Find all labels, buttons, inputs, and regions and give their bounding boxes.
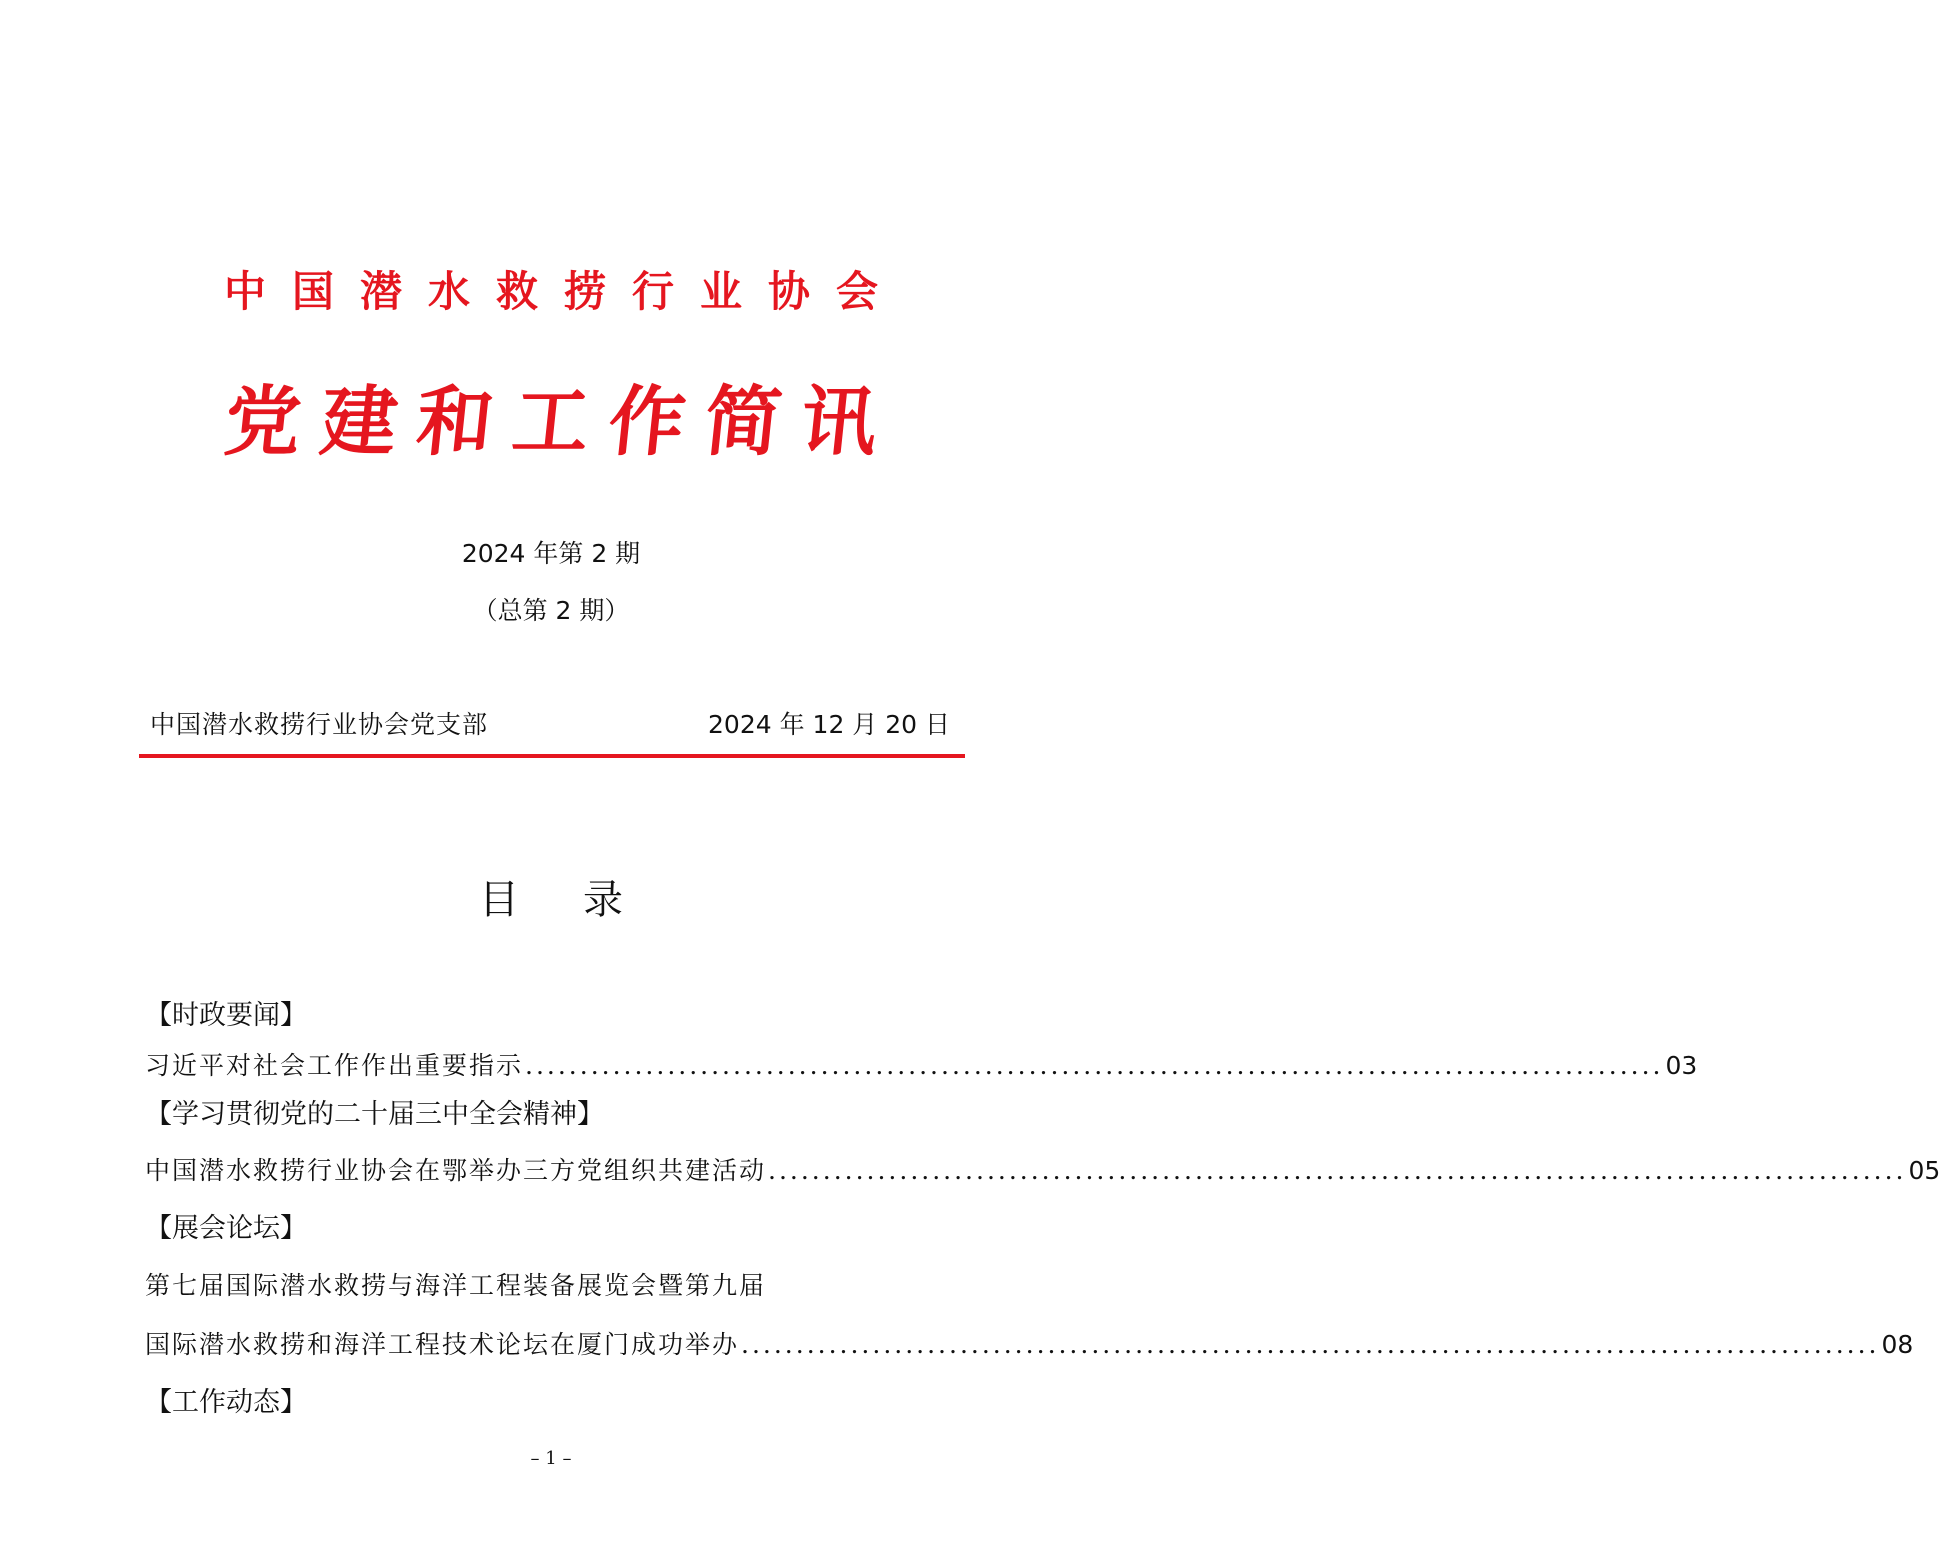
toc-section-heading: 【学习贯彻党的二十届三中全会精神】: [145, 1099, 604, 1130]
toc-section-heading: 【工作动态】: [145, 1387, 307, 1418]
issue-number: 2024 年第 2 期: [461, 539, 641, 568]
total-issue-number: （总第 2 期）: [472, 596, 630, 625]
toc-entry-title: 中国潜水救捞行业协会在鄂举办三方党组织共建活动: [145, 1156, 767, 1185]
organization-title: 中国潜水救捞行业协会: [223, 267, 904, 316]
toc-section-heading: 【展会论坛】: [145, 1213, 307, 1244]
toc-leader-dots: ........................................................................................................: [741, 1330, 1880, 1359]
toc-title: 目录: [479, 877, 687, 923]
toc-page-number: 08: [1881, 1330, 1914, 1359]
toc-page-number: 05: [1908, 1156, 1940, 1185]
toc-leader-dots: ........................................................................................................: [768, 1156, 1907, 1185]
toc-entry-title: 习近平对社会工作作出重要指示: [145, 1051, 524, 1080]
toc-entry[interactable]: [145, 1325, 1914, 1365]
toc-entry[interactable]: [145, 1151, 1940, 1191]
toc-entry-title: 国际潜水救捞和海洋工程技术论坛在厦门成功举办: [145, 1330, 740, 1359]
page-number: – 1 –: [530, 1448, 572, 1469]
red-divider: [139, 754, 965, 758]
toc-page-number: 03: [1665, 1051, 1698, 1080]
newsletter-title: 党建和工作简讯: [220, 377, 902, 466]
toc-entry-title-line1[interactable]: 第七届国际潜水救捞与海洋工程装备展览会暨第九届: [145, 1271, 767, 1300]
publish-date: 2024 年 12 月 20 日: [708, 710, 950, 739]
toc-leader-dots: ........................................................................................................: [525, 1051, 1664, 1080]
toc-section-heading: 【时政要闻】: [145, 1000, 307, 1031]
toc-entry[interactable]: [145, 1046, 1698, 1086]
publisher-department: 中国潜水救捞行业协会党支部: [150, 710, 489, 739]
